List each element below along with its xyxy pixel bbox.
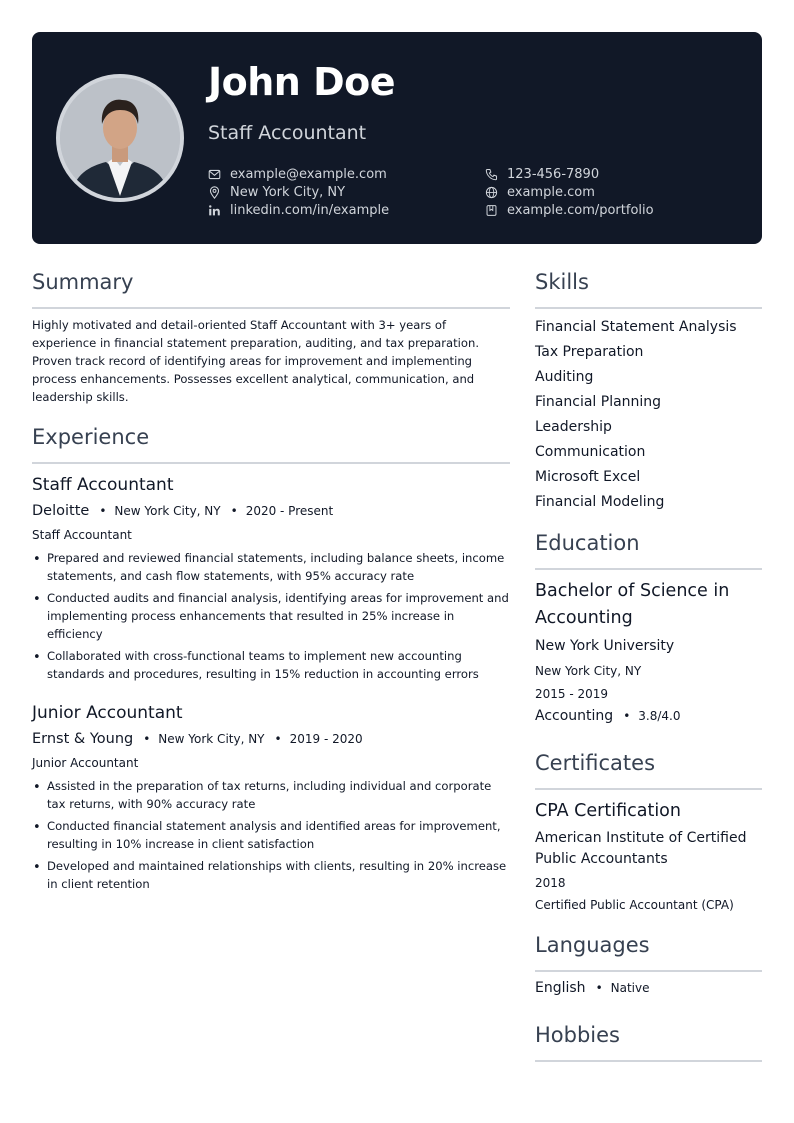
person-portrait-icon xyxy=(60,78,180,198)
job-title: Junior Accountant xyxy=(32,703,183,723)
language-level: Native xyxy=(610,981,650,995)
job-bullet: • Conducted financial statement analysis and identified areas for improvement, resulting in 10% increase in client satisfaction xyxy=(32,817,512,853)
job-meta xyxy=(32,731,363,747)
job-bullet: • Developed and maintained relationships with clients, resulting in 20% increase in client retention xyxy=(32,857,512,893)
job-location: New York City, NY xyxy=(158,732,265,746)
skill-item: Financial Modeling xyxy=(535,494,665,510)
certificate-detail: Certified Public Accountant (CPA) xyxy=(535,898,734,912)
location-pin-icon xyxy=(208,186,221,199)
linkedin-icon xyxy=(208,204,221,217)
education-field-gpa xyxy=(535,708,680,724)
bookmark-icon xyxy=(485,204,498,217)
candidate-name: John Doe xyxy=(208,60,396,104)
job-dates: 2020 - Present xyxy=(245,504,334,518)
separator-dot: • xyxy=(274,732,282,746)
job-meta xyxy=(32,503,333,519)
job-company: Ernst & Young xyxy=(32,731,134,747)
skill-item: Auditing xyxy=(535,369,594,385)
experience-divider xyxy=(32,462,510,464)
resume-header xyxy=(32,32,762,244)
job-bullet: • Conducted audits and financial analysis, identifying areas for improvement and implementing process enhancements that resulted in 25% increase in efficiency xyxy=(32,589,512,643)
certificate-issuer: American Institute of Certified Public Accountants xyxy=(535,830,747,867)
job-location: New York City, NY xyxy=(114,504,221,518)
phone-icon xyxy=(485,168,498,181)
skill-item: Microsoft Excel xyxy=(535,469,641,485)
job-bullets xyxy=(32,777,512,897)
job-bullet: • Assisted in the preparation of tax returns, including individual and corporate tax returns, with 90% accuracy rate xyxy=(32,777,512,813)
skill-item: Leadership xyxy=(535,419,612,435)
separator-dot: • xyxy=(595,981,603,995)
contact-website[interactable] xyxy=(485,183,595,201)
job-bullets xyxy=(32,549,512,687)
candidate-title: Staff Accountant xyxy=(208,122,367,144)
contact-email-text: example@example.com xyxy=(230,166,387,182)
job-role: Staff Accountant xyxy=(32,528,132,542)
summary-heading: Summary xyxy=(32,270,134,294)
experience-heading: Experience xyxy=(32,425,150,449)
summary-text: Highly motivated and detail-oriented Staff Accountant with 3+ years of experience in financial statement preparation, auditing, and tax preparation. Proven track record of identifying areas for improvement and implementing process enhancements. Possesses excellent analytical, communication, and leadership skills. xyxy=(32,318,480,404)
skill-item: Communication xyxy=(535,444,646,460)
job-dates: 2019 - 2020 xyxy=(289,732,363,746)
skill-item: Financial Statement Analysis xyxy=(535,319,737,335)
education-heading: Education xyxy=(535,531,640,555)
contact-phone-text: 123-456-7890 xyxy=(507,166,600,182)
job-company: Deloitte xyxy=(32,503,90,519)
certificates-divider xyxy=(535,788,762,790)
languages-heading: Languages xyxy=(535,933,650,957)
contact-portfolio-text: example.com/portfolio xyxy=(507,202,654,218)
skill-item: Financial Planning xyxy=(535,394,662,410)
separator-dot: • xyxy=(99,504,107,518)
certificate-name: CPA Certification xyxy=(535,801,681,821)
contact-linkedin[interactable] xyxy=(208,201,389,219)
separator-dot: • xyxy=(143,732,151,746)
globe-icon xyxy=(485,186,498,199)
contact-email[interactable] xyxy=(208,165,387,183)
education-field: Accounting xyxy=(535,708,614,724)
contact-phone[interactable] xyxy=(485,165,599,183)
hobbies-divider xyxy=(535,1060,762,1062)
job-role: Junior Accountant xyxy=(32,756,139,770)
education-divider xyxy=(535,568,762,570)
contact-portfolio[interactable] xyxy=(485,201,654,219)
skill-item: Tax Preparation xyxy=(535,344,644,360)
education-school: New York University xyxy=(535,638,675,654)
education-dates: 2015 - 2019 xyxy=(535,687,609,701)
education-degree: Bachelor of Science in Accounting xyxy=(535,581,730,628)
job-bullet: • Collaborated with cross-functional teams to implement new accounting standards and procedures, resulting in 15% reduction in accounting errors xyxy=(32,647,512,683)
contact-location xyxy=(208,183,345,201)
languages-divider xyxy=(535,970,762,972)
skills-list xyxy=(535,317,737,517)
hobbies-heading: Hobbies xyxy=(535,1023,620,1047)
job-title: Staff Accountant xyxy=(32,475,174,495)
contact-website-text: example.com xyxy=(507,184,595,200)
separator-dot: • xyxy=(623,709,631,723)
certificates-heading: Certificates xyxy=(535,751,656,775)
certificate-year: 2018 xyxy=(535,876,566,890)
contact-linkedin-text: linkedin.com/in/example xyxy=(230,202,390,218)
job-bullet: • Prepared and reviewed financial statements, including balance sheets, income statements, and cash flow statements, with 95% accuracy rate xyxy=(32,549,512,585)
profile-photo xyxy=(56,74,184,202)
skills-heading: Skills xyxy=(535,270,589,294)
education-gpa: 3.8/4.0 xyxy=(638,709,681,723)
education-location: New York City, NY xyxy=(535,664,642,678)
language-name: English xyxy=(535,980,586,996)
contact-location-text: New York City, NY xyxy=(230,184,346,200)
skills-divider xyxy=(535,307,762,309)
language-entry xyxy=(535,980,650,996)
separator-dot: • xyxy=(230,504,238,518)
summary-divider xyxy=(32,307,510,309)
mail-icon xyxy=(208,168,221,181)
